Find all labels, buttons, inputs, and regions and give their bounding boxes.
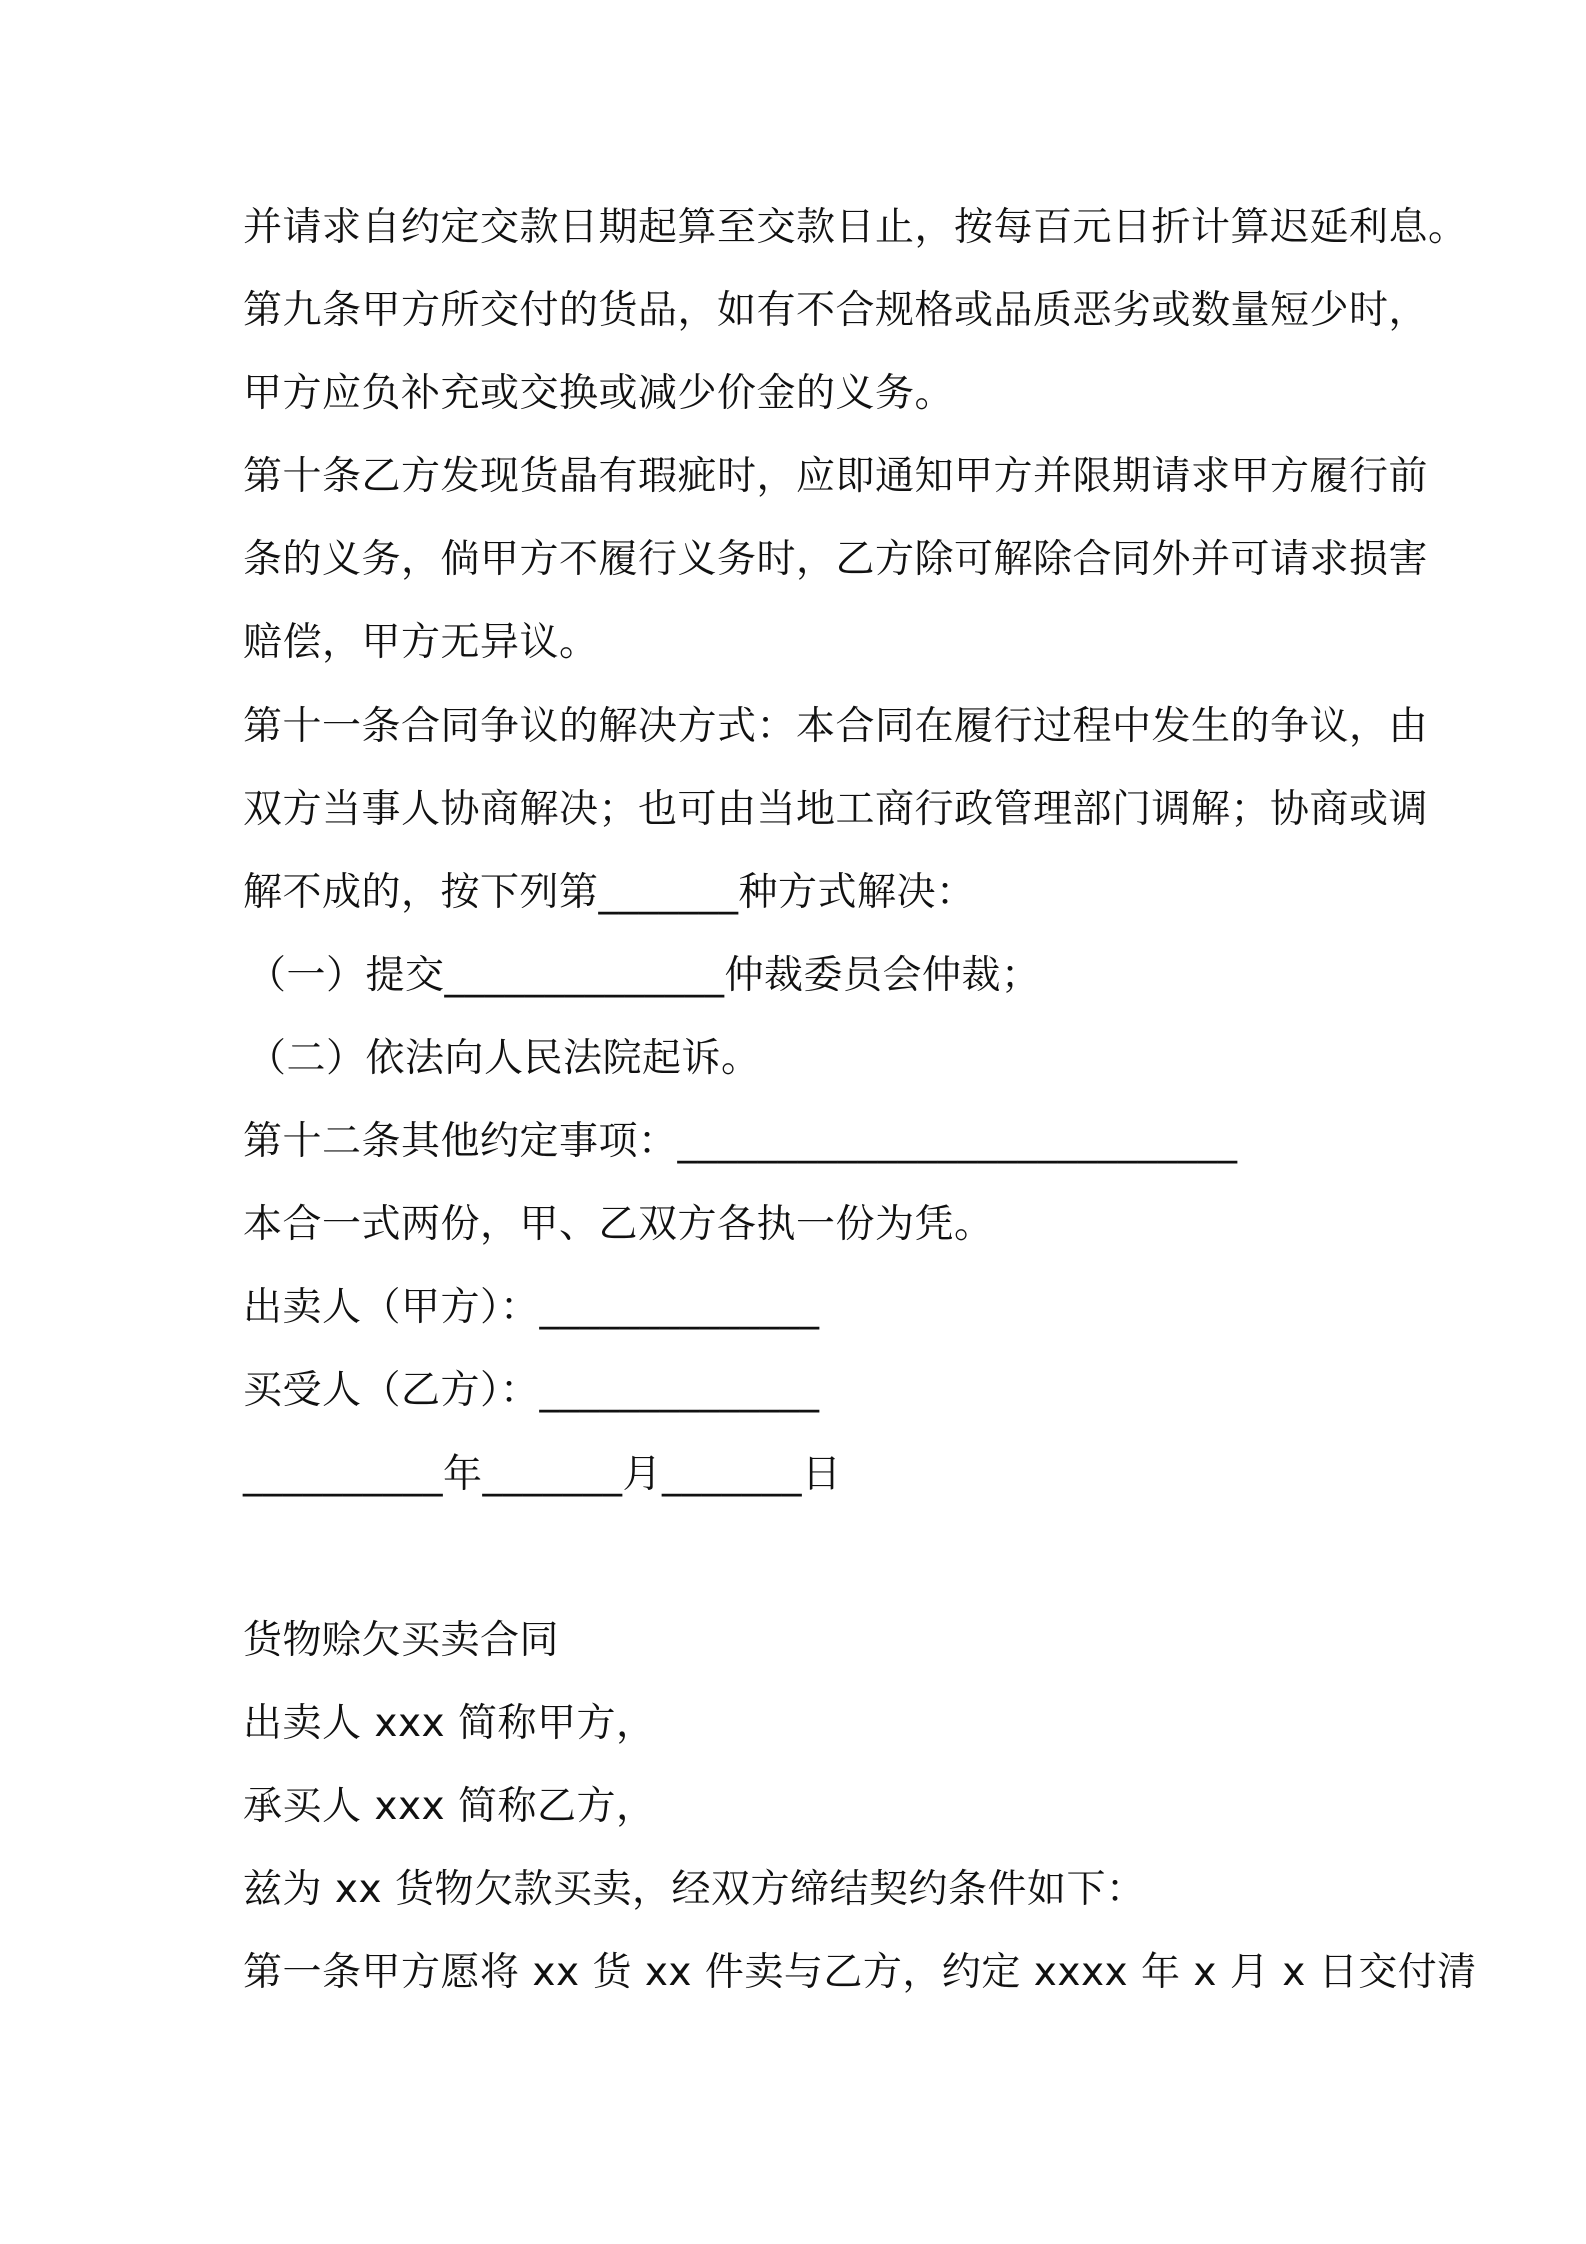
text-line-article-9-cont: 甲方应负补充或交换或减少价金的义务。 (243, 371, 955, 416)
text-line-date: __________年_______月_______日 (243, 1452, 842, 1497)
text-line-seller: 出卖人 xxx 简称甲方， (243, 1701, 656, 1746)
text-line-article-11: 第十一条合同争议的解决方式：本合同在履行过程中发生的争议，由 (243, 704, 1429, 749)
text-line-article-10: 第十条乙方发现货晶有瑕疵时，应即通知甲方并限期请求甲方履行前 (243, 454, 1429, 499)
text-line-copies: 本合一式两份，甲、乙双方各执一份为凭。 (243, 1202, 994, 1247)
text-line-buyer-signature: 买受人（乙方）：______________ (243, 1368, 820, 1413)
text-line-article-11-end: 解不成的，按下列第_______种方式解决： (243, 870, 976, 915)
text-line-article-9: 第九条甲方所交付的货品，如有不合规格或品质恶劣或数量短少时， (243, 288, 1429, 333)
text-line-interest: 并请求自约定交款日期起算至交款日止，按每百元日折计算迟延利息。 (243, 205, 1468, 250)
text-line-buyer: 承买人 xxx 简称乙方， (243, 1784, 656, 1829)
text-line-article-1: 第一条甲方愿将 xx 货 xx 件卖与乙方，约定 xxxx 年 x 月 x 日交付清 (243, 1950, 1477, 1995)
text-line-option-1: （一）提交______________仲裁委员会仲裁； (247, 953, 1041, 998)
text-line-article-10-end: 赔偿，甲方无异议。 (243, 620, 599, 665)
text-line-option-2: （二）依法向人民法院起诉。 (247, 1036, 761, 1081)
text-line-article-10-cont: 条的义务，倘甲方不履行义务时，乙方除可解除合同外并可请求损害 (243, 537, 1429, 582)
text-line-article-11-cont: 双方当事人协商解决；也可由当地工商行政管理部门调解；协商或调 (243, 787, 1429, 832)
text-line-seller-signature: 出卖人（甲方）：______________ (243, 1285, 820, 1330)
text-line-preamble: 兹为 xx 货物欠款买卖，经双方缔结契约条件如下： (243, 1867, 1146, 1912)
section-title: 货物赊欠买卖合同 (243, 1618, 560, 1663)
text-line-article-12: 第十二条其他约定事项：____________________________ (243, 1119, 1238, 1164)
